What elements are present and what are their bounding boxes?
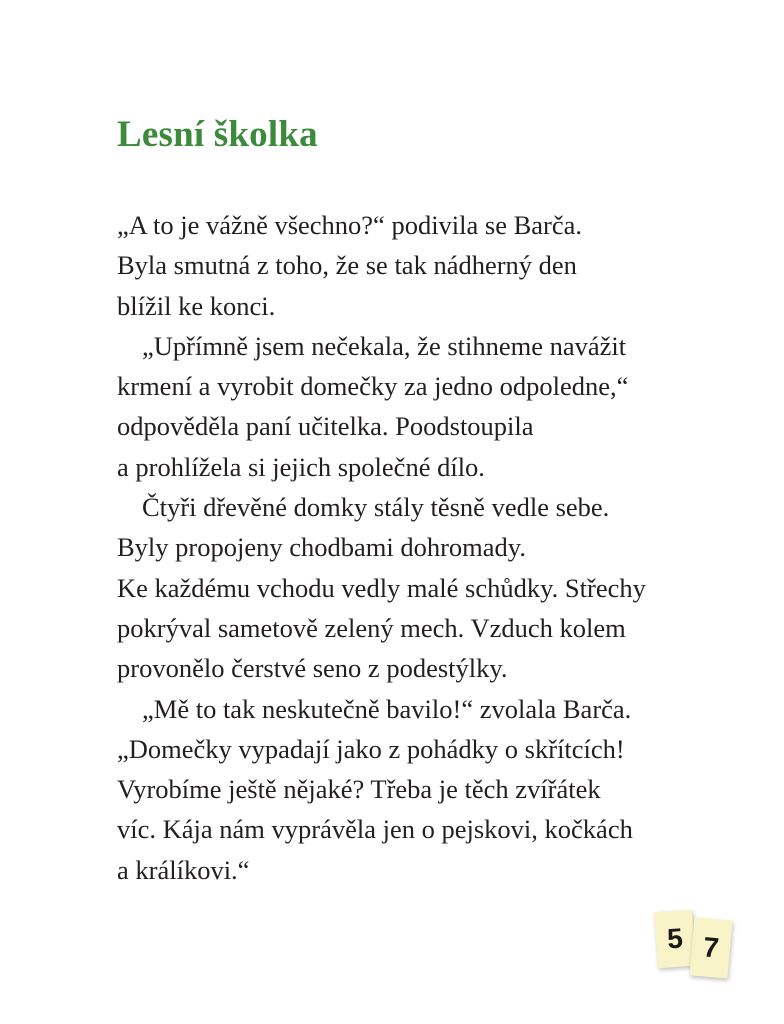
page-number-card-tens: 5 (654, 910, 696, 969)
paragraph-4 (117, 689, 737, 890)
chapter-title: Lesní školka (117, 114, 318, 155)
page-number-card-ones: 7 (690, 917, 733, 978)
text-line: Byla smutná z toho, že se tak nádherný den (117, 250, 577, 281)
text-line: „Mě to tak neskutečně bavilo!“ zvolala Barča. (142, 693, 632, 724)
story-text (117, 205, 737, 890)
text-line: a králíkovi.“ (117, 854, 250, 885)
text-line: víc. Kája nám vyprávěla jen o pejskovi, kočkách (117, 814, 633, 845)
text-line: krmení a vyrobit domečky za jedno odpoledne,“ (117, 371, 629, 402)
text-line: Byly propojeny chodbami dohromady. (117, 532, 526, 563)
text-line: „A to je vážně všechno?“ podivila se Barča. (117, 210, 583, 240)
text-line: blížil ke konci. (117, 290, 276, 321)
text-line: Čtyři dřevěné domky stály těsně vedle sebe. (142, 492, 610, 523)
page-number (650, 905, 750, 995)
text-line: pokrýval sametově zelený mech. Vzduch kolem (117, 612, 626, 643)
text-line: a prohlížela si jejich společné dílo. (117, 451, 485, 482)
paragraph-2 (117, 326, 737, 487)
text-line: Vyrobíme ještě nějaké? Třeba je těch zvířátek (117, 774, 601, 805)
text-line: odpověděla paní učitelka. Poodstoupila (117, 411, 534, 442)
text-line: „Upřímně jsem nečekala, že stihneme navážit (142, 330, 627, 361)
text-line: Ke každému vchodu vedly malé schůdky. Střechy (117, 572, 646, 603)
text-line: „Domečky vypadají jako z pohádky o skřítcích! (117, 733, 625, 764)
text-line: provonělo čerstvé seno z podestýlky. (117, 653, 508, 684)
paragraph-1 (117, 205, 737, 326)
paragraph-3 (117, 487, 737, 688)
